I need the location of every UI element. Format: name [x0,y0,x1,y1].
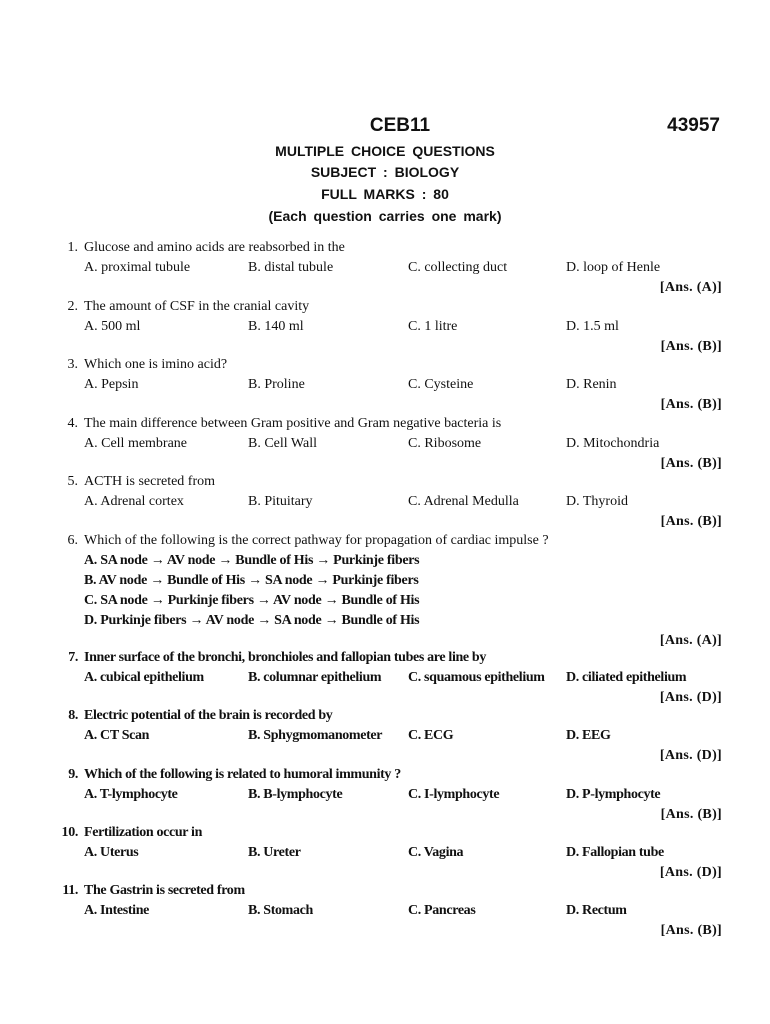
answer-key: [Ans. (D)] [659,748,722,763]
question-number: 11. [62,883,78,898]
option-d: D. Renin [566,377,617,392]
option-a: A. CT Scan [84,728,150,743]
question-1 [0,238,770,298]
answer-key: [Ans. (A)] [659,280,722,295]
question-text: The main difference between Gram positive and Gram negative bacteria is [84,416,502,431]
option-b: B. AV node → Bundle of His → SA node → Purkinje fibers [84,573,419,588]
option-b: B. Cell Wall [248,436,318,451]
question-number: 10. [61,825,78,840]
option-b: B. Sphygmomanometer [248,728,383,743]
question-number: 6. [67,533,78,548]
question-number: 9. [68,767,78,782]
option-d: D. Purkinje fibers → AV node → SA node → Bundle of His [84,613,420,628]
question-number: 7. [68,650,78,665]
question-text: Which of the following is related to humoral immunity ? [84,767,401,782]
answer-key: [Ans. (D)] [659,690,722,705]
paper-code: CEB11 [369,115,431,136]
answer-key: [Ans. (B)] [660,923,722,938]
option-c: C. collecting duct [408,260,508,275]
option-b: B. 140 ml [248,319,304,334]
answer-key: [Ans. (A)] [659,633,722,648]
option-b: B. distal tubule [248,260,334,275]
option-d: D. Thyroid [566,494,628,509]
option-c: C. Cysteine [408,377,474,392]
option-a: A. Adrenal cortex [84,494,184,509]
question-11 [0,881,770,941]
option-a: A. 500 ml [84,319,141,334]
question-text: Inner surface of the bronchi, bronchioles and fallopian tubes are line by [84,650,487,665]
option-c: C. 1 litre [408,319,458,334]
question-number: 8. [68,708,78,723]
option-b: B. columnar epithelium [248,670,382,685]
question-5 [0,472,770,532]
option-c: C. Pancreas [408,903,476,918]
option-a: A. cubical epithelium [84,670,204,685]
option-d: D. P-lymphocyte [566,787,661,802]
heading-line-4: (Each question carries one mark) [268,208,502,224]
question-4 [0,414,770,474]
question-number: 2. [67,299,78,314]
option-a: A. Uterus [84,845,139,860]
option-d: D. loop of Henle [566,260,661,275]
option-c: C. squamous epithelium [408,670,545,685]
option-c: C. ECG [408,728,454,743]
question-7 [0,648,770,708]
question-number: 1. [67,240,78,255]
question-number: 5. [67,474,78,489]
option-b: B. Stomach [248,903,313,918]
heading-line-3: FULL MARKS : 80 [321,186,449,202]
question-number: 4. [67,416,78,431]
question-10 [0,823,770,883]
question-text: Which one is imino acid? [84,357,228,372]
option-c: C. I-lymphocyte [408,787,500,802]
option-a: A. Intestine [84,903,150,918]
option-c: C. Adrenal Medulla [408,494,519,509]
paper-number: 43957 [667,115,720,136]
answer-key: [Ans. (B)] [660,807,722,822]
option-a: A. Cell membrane [84,436,188,451]
option-c: C. SA node → Purkinje fibers → AV node → Bundle of His [84,593,420,608]
question-text: Which of the following is the correct pathway for propagation of cardiac impulse ? [84,533,549,548]
option-c: C. Ribosome [408,436,482,451]
answer-key: [Ans. (D)] [659,865,722,880]
question-6 [0,531,770,651]
question-text: Electric potential of the brain is recorded by [84,708,333,723]
option-b: B. Pituitary [248,494,313,509]
option-b: B. Ureter [248,845,301,860]
option-a: A. T-lymphocyte [84,787,178,802]
answer-key: [Ans. (B)] [660,514,722,529]
question-number: 3. [67,357,78,372]
option-a: A. SA node → AV node → Bundle of His → Purkinje fibers [84,553,420,568]
option-c: C. Vagina [408,845,464,860]
question-2 [0,297,770,357]
option-d: D. Rectum [566,903,627,918]
option-d: D. Fallopian tube [566,845,664,860]
option-b: B. Proline [248,377,305,392]
option-a: A. proximal tubule [84,260,191,275]
question-3 [0,355,770,415]
option-b: B. B-lymphocyte [248,787,343,802]
answer-key: [Ans. (B)] [660,397,722,412]
heading-line-2: SUBJECT : BIOLOGY [310,164,460,180]
option-d: D. Mitochondria [566,436,660,451]
option-d: D. EEG [566,728,611,743]
option-a: A. Pepsin [84,377,139,392]
question-text: The Gastrin is secreted from [84,883,245,898]
question-9 [0,765,770,825]
answer-key: [Ans. (B)] [660,339,722,354]
question-text: ACTH is secreted from [84,474,216,489]
question-text: Fertilization occur in [84,825,203,840]
option-d: D. 1.5 ml [566,319,619,334]
heading-line-1: MULTIPLE CHOICE QUESTIONS [275,143,495,159]
question-text: Glucose and amino acids are reabsorbed in the [84,240,345,255]
question-text: The amount of CSF in the cranial cavity [84,299,310,314]
question-8 [0,706,770,766]
option-d: D. ciliated epithelium [566,670,687,685]
answer-key: [Ans. (B)] [660,456,722,471]
